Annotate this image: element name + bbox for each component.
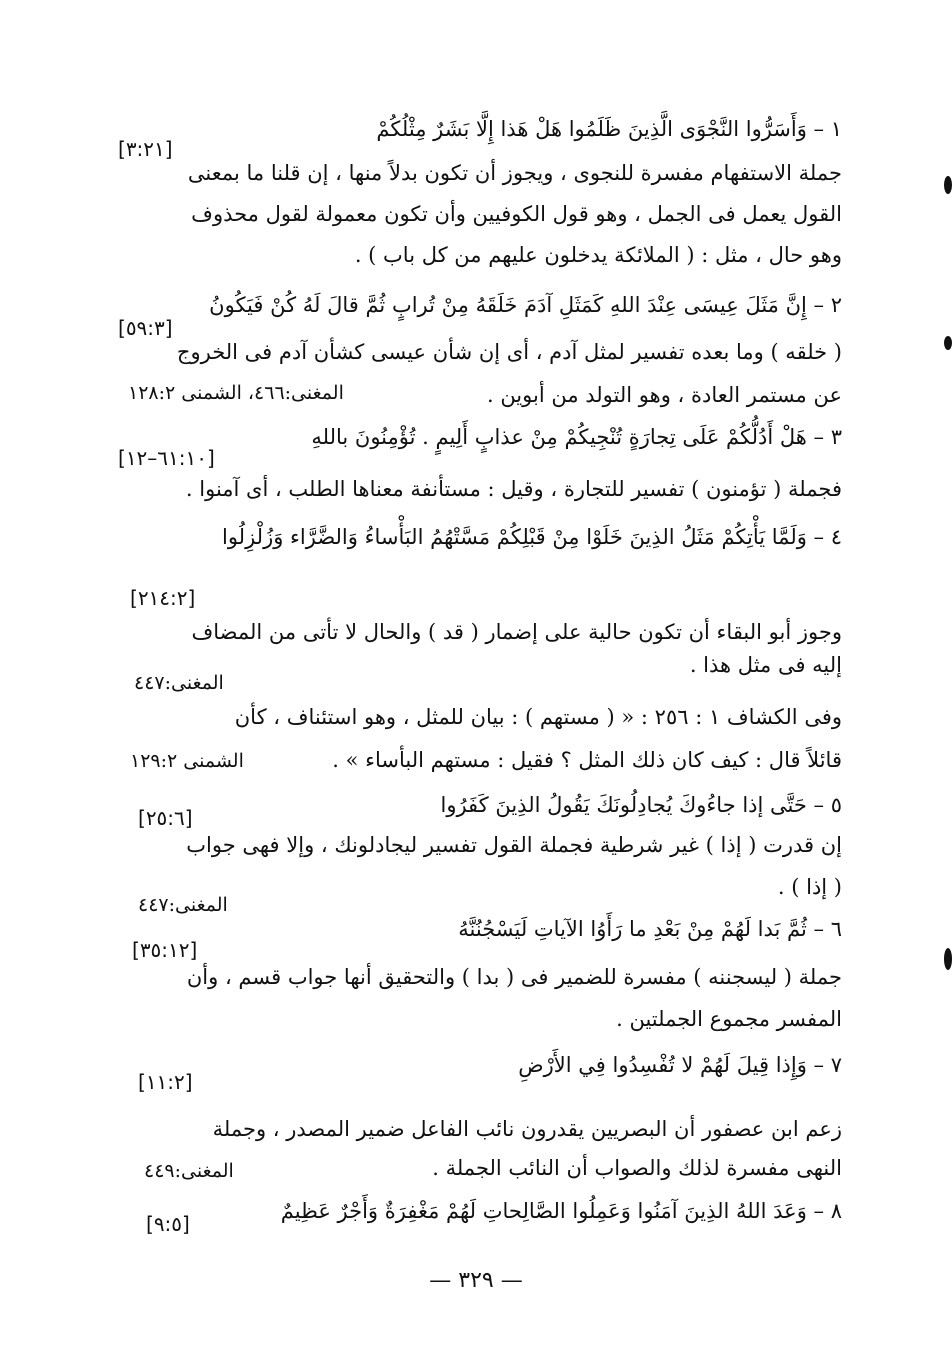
commentary-line: النهى مفسرة لذلك والصواب أن النائب الجملة . (432, 1156, 842, 1180)
commentary-line: القول يعمل فى الجمل ، وهو قول الكوفيين وأن تكون معمولة لقول محذوف (191, 202, 842, 226)
source-citation: المغنى:٤٤٧ (138, 894, 228, 916)
commentary-line: عن مستمر العادة ، وهو التولد من أبوين . (486, 383, 842, 407)
scan-mark (944, 176, 952, 194)
source-citation: المغنى:٤٤٩ (144, 1160, 234, 1182)
commentary-line: قائلاً قال : كيف كان ذلك المثل ؟ فقيل : مستهم البأساء » . (332, 748, 842, 772)
verse-reference: [٢١٤:٢] (130, 586, 196, 610)
commentary-line: فجملة ( تؤمنون ) تفسير للتجارة ، وقيل : مستأنفة معناها الطلب ، أى آمنوا . (185, 477, 842, 501)
verse-line: ٦ – ثُمَّ بَدا لَهُمْ مِنْ بَعْدِ ما رَأَوُا الآياتِ لَيَسْجُنُنَّهُ (458, 917, 842, 941)
commentary-line: ( خلقه ) وما بعده تفسير لمثل آدم ، أى إن شأن عيسى كشأن آدم فى الخروج (176, 340, 842, 364)
commentary-line: وفى الكشاف ١ : ٢٥٦ : « ( مستهم ) : بيان للمثل ، وهو استئناف ، كأن (234, 705, 842, 729)
verse-reference: [٥٩:٣] (118, 316, 173, 340)
verse-line: ٤ – وَلَمَّا يَأْتِكُمْ مَثَلُ الذِينَ خَلَوْا مِنْ قَبْلِكُمْ مَسَّتْهُمُ البَأْساءُ وَالضَّرَّاء وَزُلْزِلُوا (222, 525, 842, 549)
verse-line: ٧ – وَإِذا قِيلَ لَهُمْ لا تُفْسِدُوا فِي الأَرْضِ (518, 1053, 842, 1077)
commentary-line: جملة ( ليسجننه ) مفسرة للضمير فى ( بدا ) والتحقيق أنها جواب قسم ، وأن (186, 965, 842, 989)
verse-reference: [٢٥:٦] (138, 806, 193, 830)
commentary-line: المفسر مجموع الجملتين . (616, 1007, 842, 1031)
page-number: — ٣٢٩ — (429, 1268, 523, 1293)
source-citation: المغنى:٤٦٦، الشمنى ١٢٨:٢ (128, 382, 344, 404)
verse-line: ٥ – حَتَّى إذا جاءُوكَ يُجادِلُونَكَ يَقُولُ الذِينَ كَفَرُوا (440, 793, 842, 817)
verse-line: ٣ – هَلْ أَدُلُّكُمْ عَلَى تِجارَةٍ تُنْجِيكُمْ مِنْ عذابٍ أَلِيمٍ . تُؤْمِنُونَ باللهِ (311, 425, 842, 449)
commentary-line: إن قدرت ( إذا ) غير شرطية فجملة القول تفسير ليجادلونك ، وإلا فهى جواب (186, 833, 842, 857)
scan-mark (944, 948, 952, 970)
commentary-line: وجوز أبو البقاء أن تكون حالية على إضمار ( قد ) والحال لا تأتى من المضاف (191, 620, 842, 644)
commentary-line: زعم ابن عصفور أن البصريين يقدرون نائب الفاعل ضمير المصدر ، وجملة (212, 1117, 842, 1141)
verse-line: ١ – وَأَسَرُّوا النَّجْوَى الَّذِينَ ظَلَمُوا هَلْ هَذا إِلَّا بَشَرٌ مِثْلُكُمْ (376, 117, 842, 141)
commentary-line: جملة الاستفهام مفسرة للنجوى ، ويجوز أن تكون بدلاً منها ، إن قلنا ما بمعنى (187, 161, 842, 185)
verse-reference: [١١:٢] (138, 1070, 193, 1094)
source-citation: المغنى:٤٤٧ (134, 672, 224, 694)
verse-reference: [٩:٥] (146, 1212, 190, 1236)
verse-reference: [٣:٢١] (118, 137, 173, 161)
verse-reference: [٣٥:١٢] (132, 938, 198, 962)
commentary-line: وهو حال ، مثل : ( الملائكة يدخلون عليهم من كل باب ) . (354, 243, 842, 267)
verse-line: ٨ – وَعَدَ اللهُ الذِينَ آمَنُوا وَعَمِلُوا الصَّالِحاتِ لَهُمْ مَغْفِرَةٌ وَأَجْرٌ عَظِيمٌ (280, 1199, 842, 1223)
verse-line: ٢ – إِنَّ مَثَلَ عِيسَى عِنْدَ اللهِ كَمَثَلِ آدَمَ خَلَقَهُ مِنْ تُرابٍ ثُمَّ قالَ لَهُ كُنْ فَيَكُونُ (209, 293, 842, 317)
source-citation: الشمنى ١٢٩:٢ (130, 750, 244, 772)
verse-reference: [٦١:١٠–١٢] (118, 446, 215, 470)
commentary-line: ( إذا ) . (777, 875, 842, 899)
scan-mark (944, 336, 952, 350)
commentary-line: إليه فى مثل هذا . (689, 653, 842, 677)
